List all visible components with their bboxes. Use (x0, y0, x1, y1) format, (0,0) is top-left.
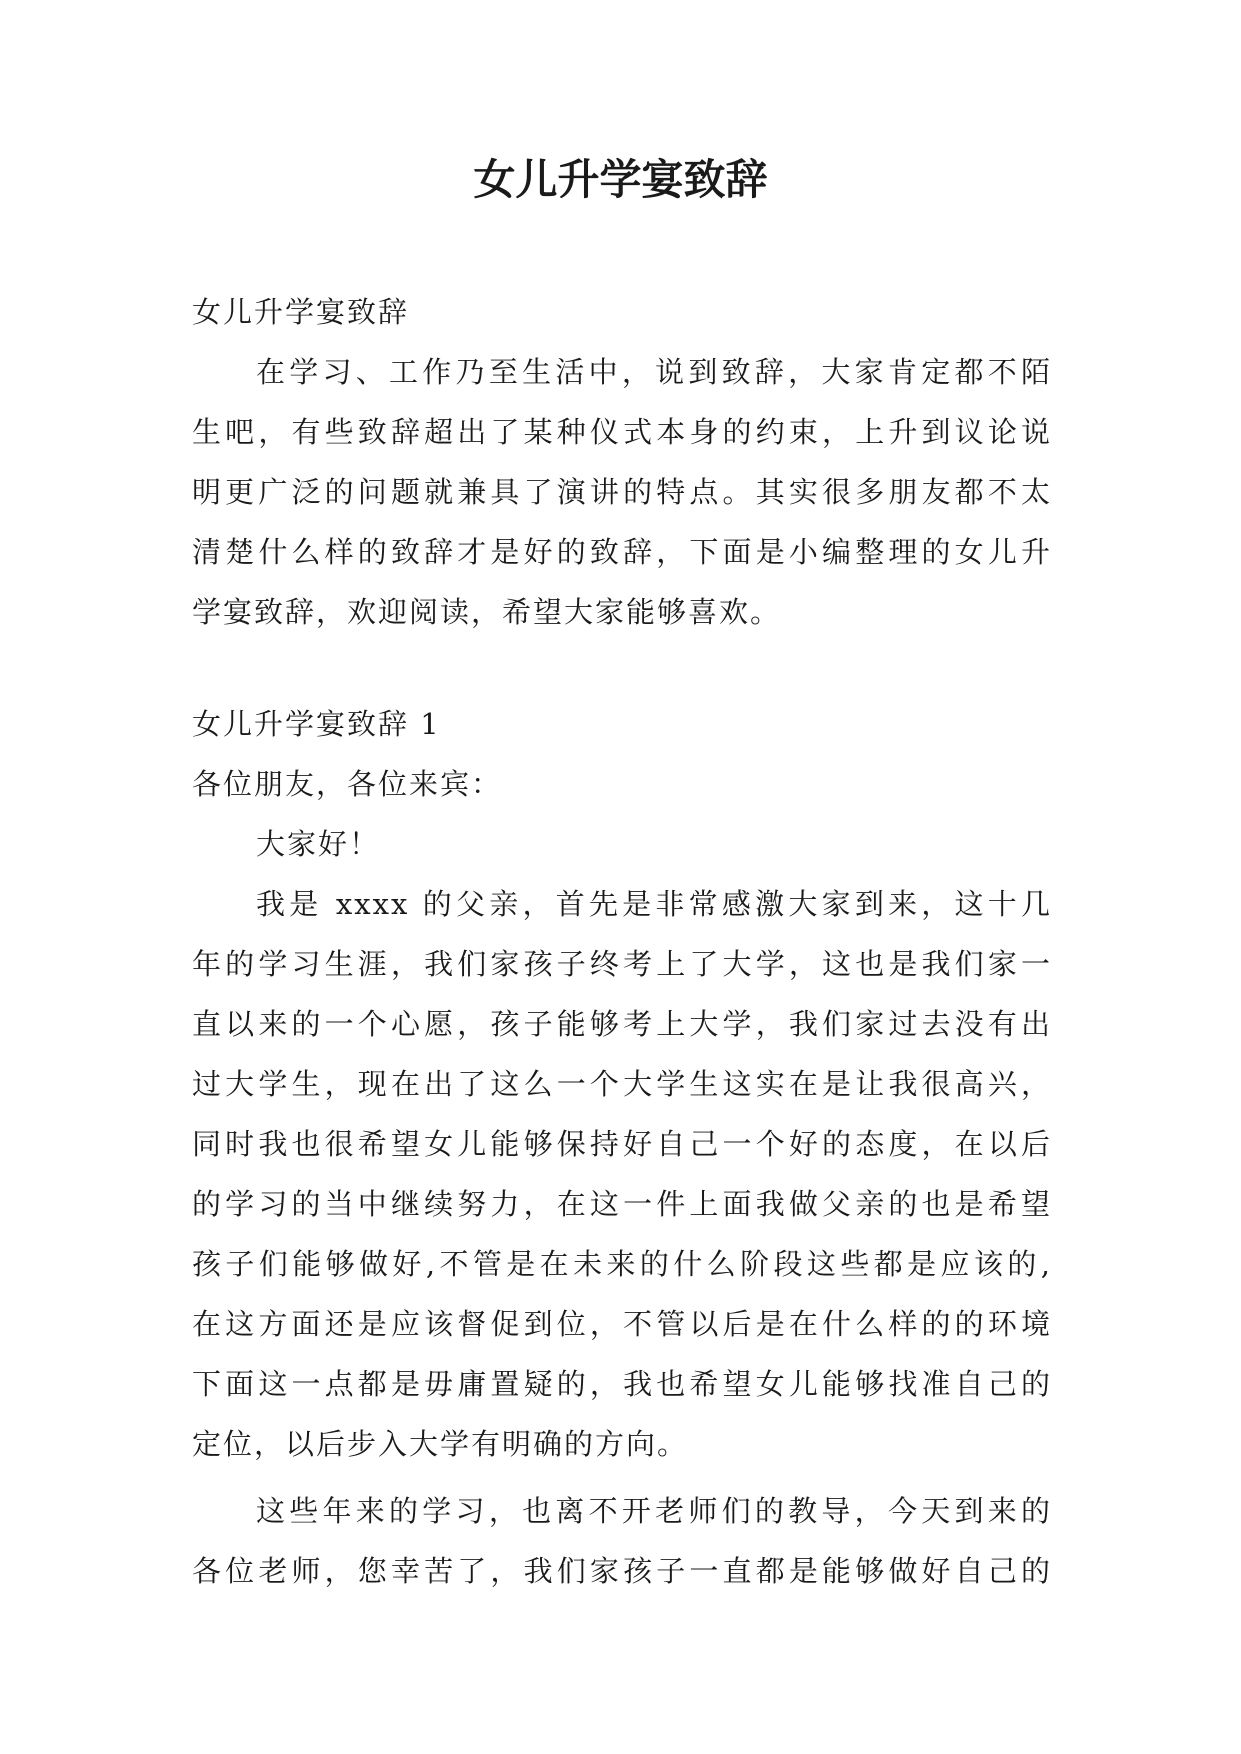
section-heading: 女儿升学宴致辞 1 (192, 707, 441, 741)
paragraph-line: 的学习的当中继续努力，在这一件上面我做父亲的也是希望 (192, 1187, 1052, 1221)
paragraph-line: 年的学习生涯，我们家孩子终考上了大学，这也是我们家一 (192, 947, 1052, 981)
paragraph-line: 定位，以后步入大学有明确的方向。 (192, 1427, 689, 1461)
intro-paragraph (192, 342, 1052, 642)
paragraph-line: 在这方面还是应该督促到位，不管以后是在什么样的的环境 (192, 1307, 1052, 1341)
paragraph-line: 孩子们能够做好,不管是在未来的什么阶段这些都是应该的, (192, 1247, 1052, 1281)
paragraph-line: 各位老师，您幸苦了，我们家孩子一直都是能够做好自己的 (192, 1554, 1052, 1588)
salutation: 各位朋友，各位来宾： (192, 767, 503, 801)
paragraph-spacer (192, 1474, 1052, 1481)
intro-line: 学宴致辞，欢迎阅读，希望大家能够喜欢。 (192, 595, 782, 629)
intro-line: 生吧，有些致辞超出了某种仪式本身的约束，上升到议论说 (192, 415, 1052, 449)
paragraph-line: 下面这一点都是毋庸置疑的，我也希望女儿能够找准自己的 (192, 1367, 1052, 1401)
document-title: 女儿升学宴致辞 (473, 155, 768, 204)
paragraph-line: 我是 xxxx 的父亲，首先是非常感激大家到来，这十几 (256, 887, 1052, 921)
intro-line: 在学习、工作乃至生活中，说到致辞，大家肯定都不陌 (256, 355, 1052, 389)
intro-line: 清楚什么样的致辞才是好的致辞，下面是小编整理的女儿升 (192, 535, 1052, 569)
paragraph-line: 这些年来的学习，也离不开老师们的教导，今天到来的 (256, 1494, 1052, 1528)
document-body (192, 282, 1052, 1601)
paragraph-line: 过大学生，现在出了这么一个大学生这实在是让我很高兴， (192, 1067, 1052, 1101)
section-spacer (192, 642, 1052, 694)
paragraph-line: 同时我也很希望女儿能够保持好自己一个好的态度，在以后 (192, 1127, 1052, 1161)
speech-paragraph-1 (192, 874, 1052, 1474)
subtitle: 女儿升学宴致辞 (192, 295, 410, 329)
paragraph-line: 直以来的一个心愿，孩子能够考上大学，我们家过去没有出 (192, 1007, 1052, 1041)
speech-paragraph-2 (192, 1481, 1052, 1601)
greeting: 大家好！ (256, 827, 381, 861)
intro-line: 明更广泛的问题就兼具了演讲的特点。其实很多朋友都不太 (192, 475, 1052, 509)
